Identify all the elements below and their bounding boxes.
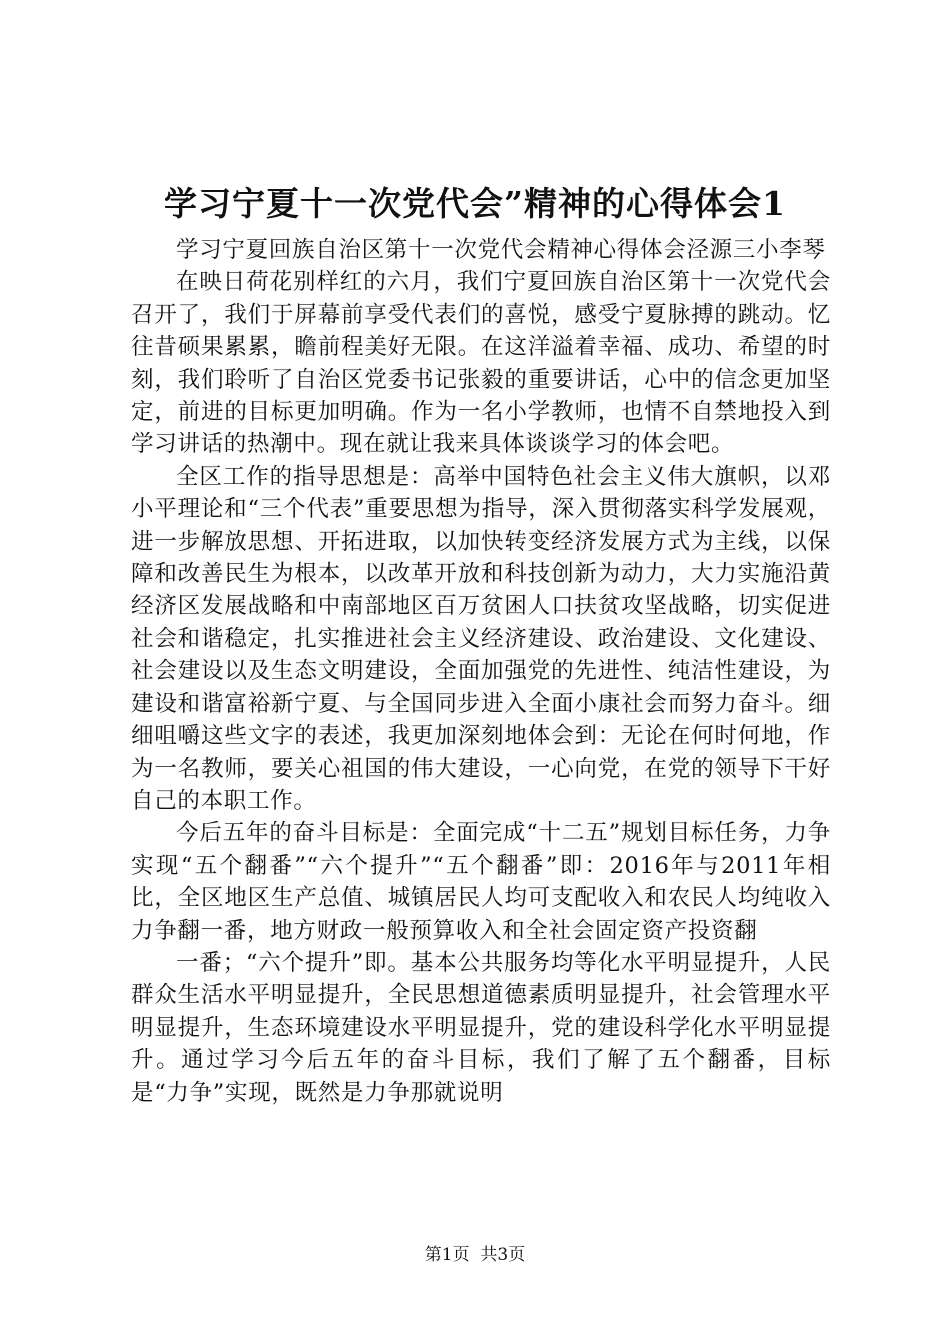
paragraph-guiding-ideology: 全区工作的指导思想是：高举中国特色社会主义伟大旗帜，以邓小平理论和“三个代表”重要思想为指导，深入贯彻落实科学发展观，进一步解放思想、开拓进取，以加快转变经济发展方式为主线，以保障和改善民生为根本，以改革开放和科技创新为动力，大力实施沿黄经济区发展战略和中南部地区百万贫困人口扶贫攻坚战略，切实促进社会和谐稳定，扎实推进社会主义经济建设、政治建设、文化建设、社会建设以及生态文明建设，全面加强党的先进性、纯洁性建设，为建设和谐富裕新宁夏、与全国同步进入全面小康社会而努力奋斗。细细咀嚼这些文字的表述，我更加深刻地体会到：无论在何时何地，作为一名教师，要关心祖国的伟大建设，一心向党，在党的领导下干好自己的本职工作。 (131, 463, 831, 814)
document-body (131, 234, 831, 1109)
page-total: 共3页 (480, 1245, 526, 1265)
paragraph-six-improvements: 一番；“六个提升”即。基本公共服务均等化水平明显提升，人民群众生活水平明显提升，全民思想道德素质明显提升，社会管理水平明显提升，生态环境建设水平明显提升，党的建设科学化水平明显提升。通过学习今后五年的奋斗目标，我们了解了五个翻番，目标是“力争”实现，既然是力争那就说明 (131, 949, 831, 1106)
paragraph-intro: 在映日荷花别样红的六月，我们宁夏回族自治区第十一次党代会召开了，我们于屏幕前享受代表们的喜悦，感受宁夏脉搏的跳动。忆往昔硕果累累，瞻前程美好无限。在这洋溢着幸福、成功、希望的时刻，我们聆听了自治区党委书记张毅的重要讲话，心中的信念更加坚定，前进的目标更加明确。作为一名小学教师，也情不自禁地投入到学习讲话的热潮中。现在就让我来具体谈谈学习的体会吧。 (131, 269, 831, 458)
page-number: 第1页 (424, 1245, 470, 1265)
paragraph-subtitle: 学习宁夏回族自治区第十一次党代会精神心得体会泾源三小李琴 (176, 237, 826, 263)
paragraph-five-year-goals: 今后五年的奋斗目标是：全面完成“十二五”规划目标任务，力争实现“五个翻番”“六个提升”“五个翻番”即：2016年与2011年相比，全区地区生产总值、城镇居民人均可支配收入和农民人均纯收入力争翻一番，地方财政一般预算收入和全社会固定资产投资翻 (131, 820, 831, 944)
document-title: 学习宁夏十一次党代会”精神的心得体会1 (164, 184, 786, 223)
page-footer (0, 1243, 950, 1267)
